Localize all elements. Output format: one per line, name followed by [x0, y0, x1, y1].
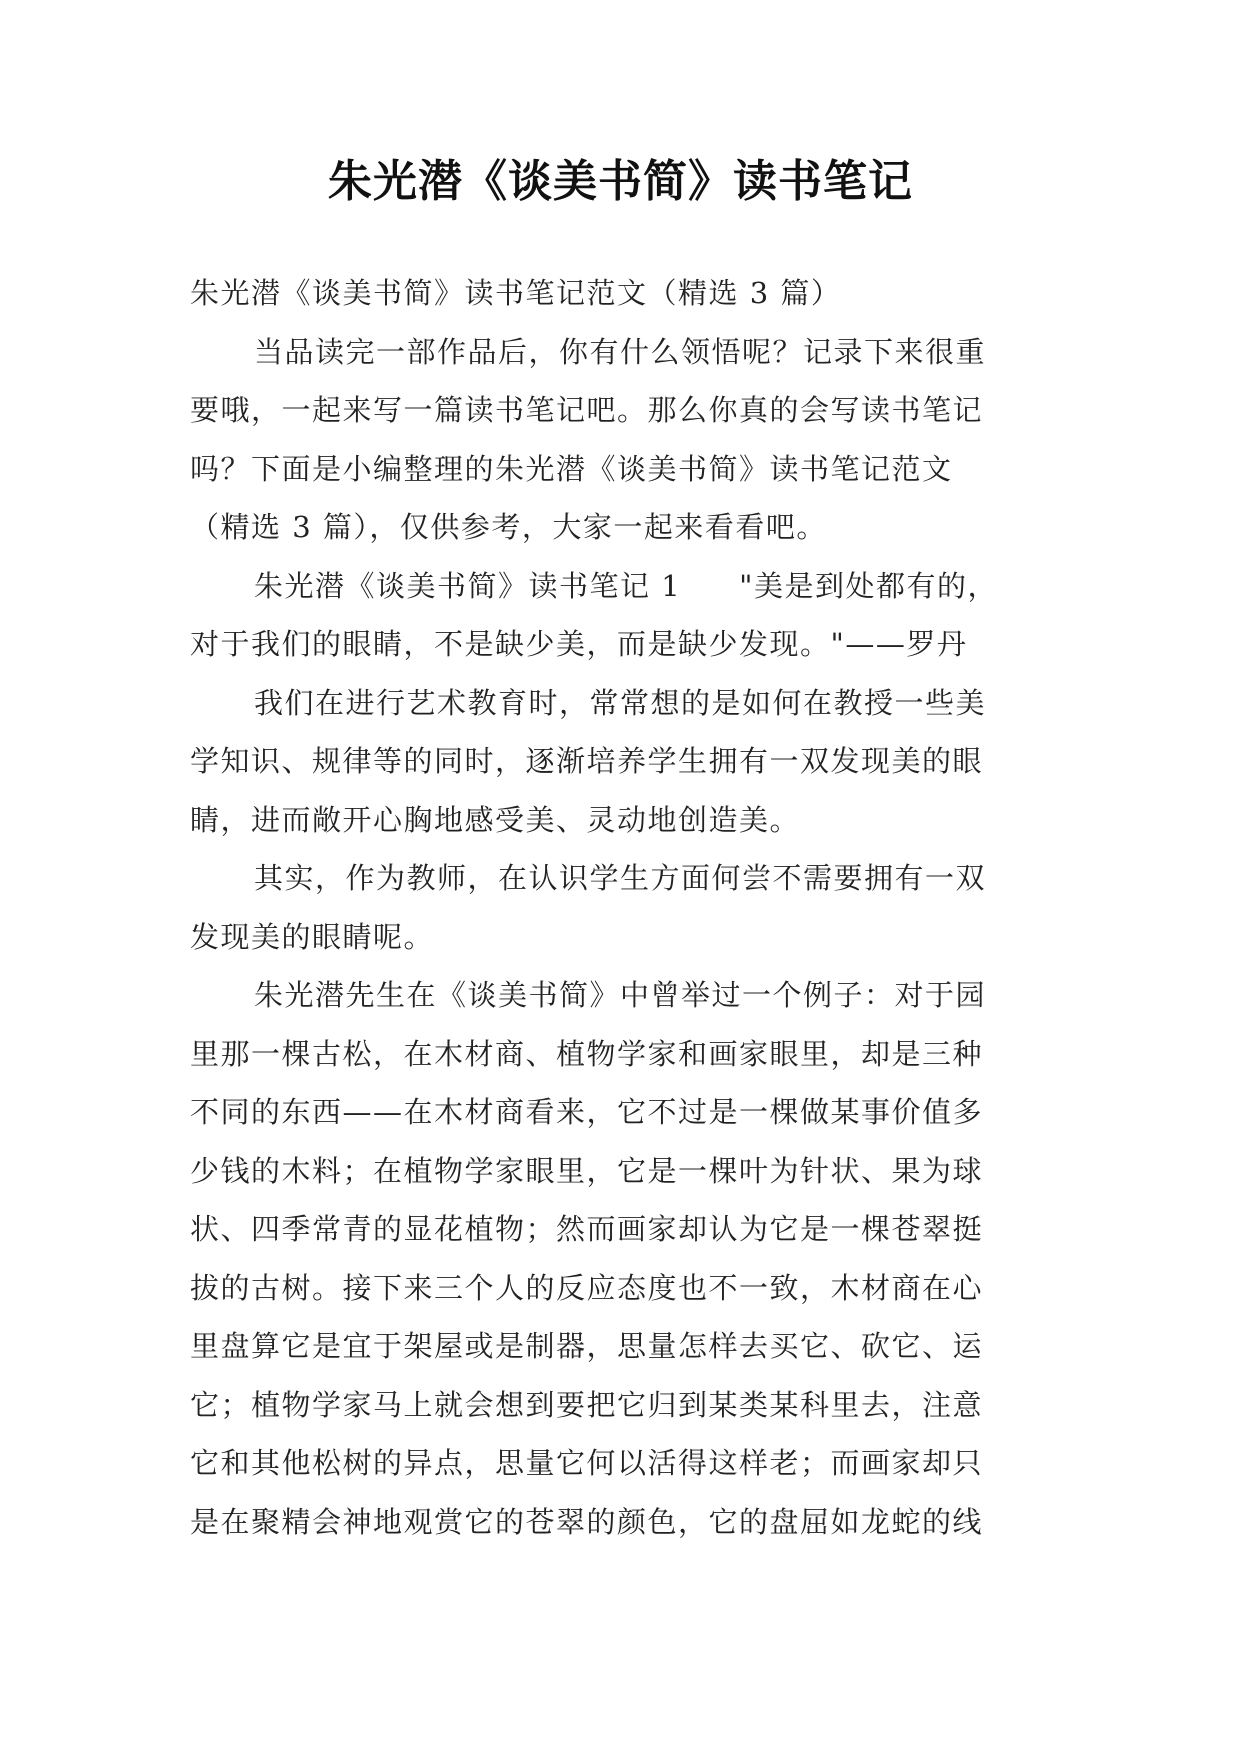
text-line [190, 1025, 1052, 1084]
line-text: 发现美的眼睛呢。 [190, 919, 435, 954]
text-line [190, 674, 1052, 733]
text-line [190, 557, 1052, 616]
text-line [190, 1317, 1052, 1376]
text-line [190, 1434, 1052, 1493]
line-text: 是在聚精会神地观赏它的苍翠的颜色，它的盘屈如龙蛇的线 [190, 1504, 984, 1539]
line-text: 不同的东西——在木材商看来，它不过是一棵做某事价值多 [190, 1095, 984, 1129]
line-text: 其实，作为教师，在认识学生方面何尝不需要拥有一双 [254, 861, 987, 895]
line-text: 吗？下面是小编整理的朱光潜《谈美书简》读书笔记范文 [190, 451, 953, 486]
text-line [190, 440, 1052, 499]
text-line [190, 732, 1052, 791]
section-heading: 朱光潜《谈美书简》读书笔记 1 [254, 568, 682, 603]
line-text: 它和其他松树的异点，思量它何以活得这样老；而画家却只 [190, 1446, 984, 1480]
text-line [190, 323, 1052, 382]
document-title: 朱光潜《谈美书简》读书笔记 [328, 156, 913, 207]
text-line [190, 1083, 1052, 1142]
text-line [190, 1493, 1052, 1552]
text-line [190, 1259, 1052, 1318]
line-text: 要哦，一起来写一篇读书笔记吧。那么你真的会写读书笔记 [190, 393, 984, 427]
line-text: 睛，进而敞开心胸地感受美、灵动地创造美。 [190, 802, 801, 837]
text-line [190, 966, 1052, 1025]
text-line [190, 381, 1052, 440]
line-text: 拔的古树。接下来三个人的反应态度也不一致，木材商在心 [190, 1270, 984, 1305]
text-line [190, 791, 1052, 850]
line-text: （精选 3 篇），仅供参考，大家一起来看看吧。 [190, 510, 827, 544]
line-text: 朱光潜先生在《谈美书简》中曾举过一个例子：对于园 [254, 978, 987, 1012]
text-line [190, 908, 1052, 967]
document-body [190, 264, 1052, 1551]
text-line [190, 1376, 1052, 1435]
line-text: 我们在进行艺术教育时，常常想的是如何在教授一些美 [254, 685, 987, 720]
text-line [190, 498, 1052, 557]
line-text: 状、四季常青的显花植物；然而画家却认为它是一棵苍翠挺 [190, 1212, 984, 1246]
line-text: 里那一棵古松，在木材商、植物学家和画家眼里，却是三种 [190, 1036, 984, 1071]
text-line [190, 615, 1052, 674]
text-line [190, 1200, 1052, 1259]
line-text: 少钱的木料；在植物学家眼里，它是一棵叶为针状、果为球 [190, 1153, 984, 1188]
line-text: 当品读完一部作品后，你有什么领悟呢？记录下来很重 [254, 334, 987, 369]
text-line [190, 264, 1052, 323]
line-text: 里盘算它是宜于架屋或是制器，思量怎样去买它、砍它、运 [190, 1329, 984, 1363]
line-text: 对于我们的眼睛，不是缺少美，而是缺少发现。"——罗丹 [190, 627, 968, 661]
line-text: 学知识、规律等的同时，逐渐培养学生拥有一双发现美的眼 [190, 744, 984, 778]
quote-start: "美是到处都有的， [739, 568, 999, 603]
line-text: 它；植物学家马上就会想到要把它归到某类某科里去，注意 [190, 1387, 984, 1422]
text-line [190, 849, 1052, 908]
text-line [190, 1142, 1052, 1201]
line-text: 朱光潜《谈美书简》读书笔记范文（精选 3 篇） [190, 276, 842, 310]
